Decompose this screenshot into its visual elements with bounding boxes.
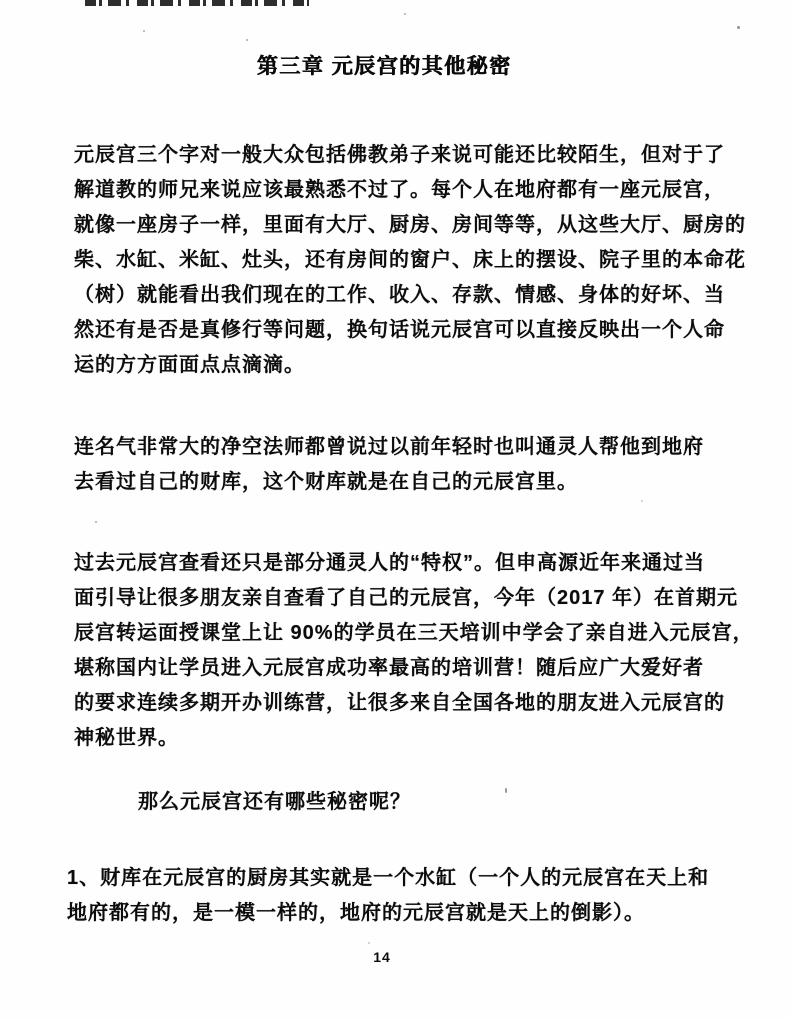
scan-speck (505, 788, 507, 793)
paragraph-intro (74, 138, 774, 383)
scan-speck (641, 500, 643, 502)
body-line: 运的方方面面点点滴滴。 (74, 354, 305, 376)
chapter-title: 第三章 元辰宫的其他秘密 (256, 55, 512, 78)
scan-speck (737, 26, 740, 29)
body-line: 柴、水缸、米缸、灶头，还有房间的窗户、床上的摆设、院子里的本命花 (74, 249, 746, 271)
body-line: 神秘世界。 (74, 727, 179, 749)
body-line: 元辰宫三个字对一般大众包括佛教弟子来说可能还比较陌生，但对于了 (74, 144, 725, 166)
body-line: （树）就能看出我们现在的工作、收入、存款、情感、身体的好坏、当 (74, 284, 725, 306)
body-line: 面引导让很多朋友亲自查看了自己的元辰宫，今年（2017 年）在首期元 (74, 587, 739, 609)
body-line: 那么元辰宫还有哪些秘密呢？ (138, 791, 411, 813)
paragraph-secret-1 (67, 861, 767, 931)
scan-speck (404, 13, 406, 15)
paragraph-jingkong-master (74, 430, 774, 500)
body-line: 过去元辰宫查看还只是部分通灵人的“特权”。但申高源近年来通过当 (74, 552, 705, 574)
paragraph-training-camp (74, 546, 774, 756)
page-number: 14 (373, 949, 391, 965)
body-line: 1、财库在元辰宫的厨房其实就是一个水缸（一个人的元辰宫在天上和 (67, 867, 710, 889)
body-line: 辰宫转运面授课堂上让 90%的学员在三天培训中学会了亲自进入元辰宫， (74, 622, 754, 644)
body-line: 然还有是否是真修行等问题，换句话说元辰宫可以直接反映出一个人命 (74, 319, 725, 341)
body-line: 解道教的师兄来说应该最熟悉不过了。每个人在地府都有一座元辰宫， (74, 179, 725, 201)
scan-speck (143, 30, 145, 32)
body-line: 地府都有的，是一模一样的，地府的元辰宫就是天上的倒影）。 (67, 902, 645, 924)
body-line: 连名气非常大的净空法师都曾说过以前年轻时也叫通灵人帮他到地府 (74, 436, 704, 458)
scan-speck (95, 521, 97, 523)
body-line: 去看过自己的财库，这个财库就是在自己的元辰宫里。 (74, 471, 578, 493)
paragraph-question (74, 785, 774, 820)
body-line: 堪称国内让学员进入元辰宫成功率最高的培训营！随后应广大爱好者 (74, 657, 704, 679)
scan-speck (368, 942, 370, 944)
body-line: 就像一座房子一样，里面有大厅、厨房、房间等等，从这些大厅、厨房的 (74, 214, 746, 236)
cutoff-text-top-artifact (85, 0, 309, 6)
scan-speck (246, 39, 248, 41)
body-line: 的要求连续多期开办训练营，让很多来自全国各地的朋友进入元辰宫的 (74, 692, 725, 714)
